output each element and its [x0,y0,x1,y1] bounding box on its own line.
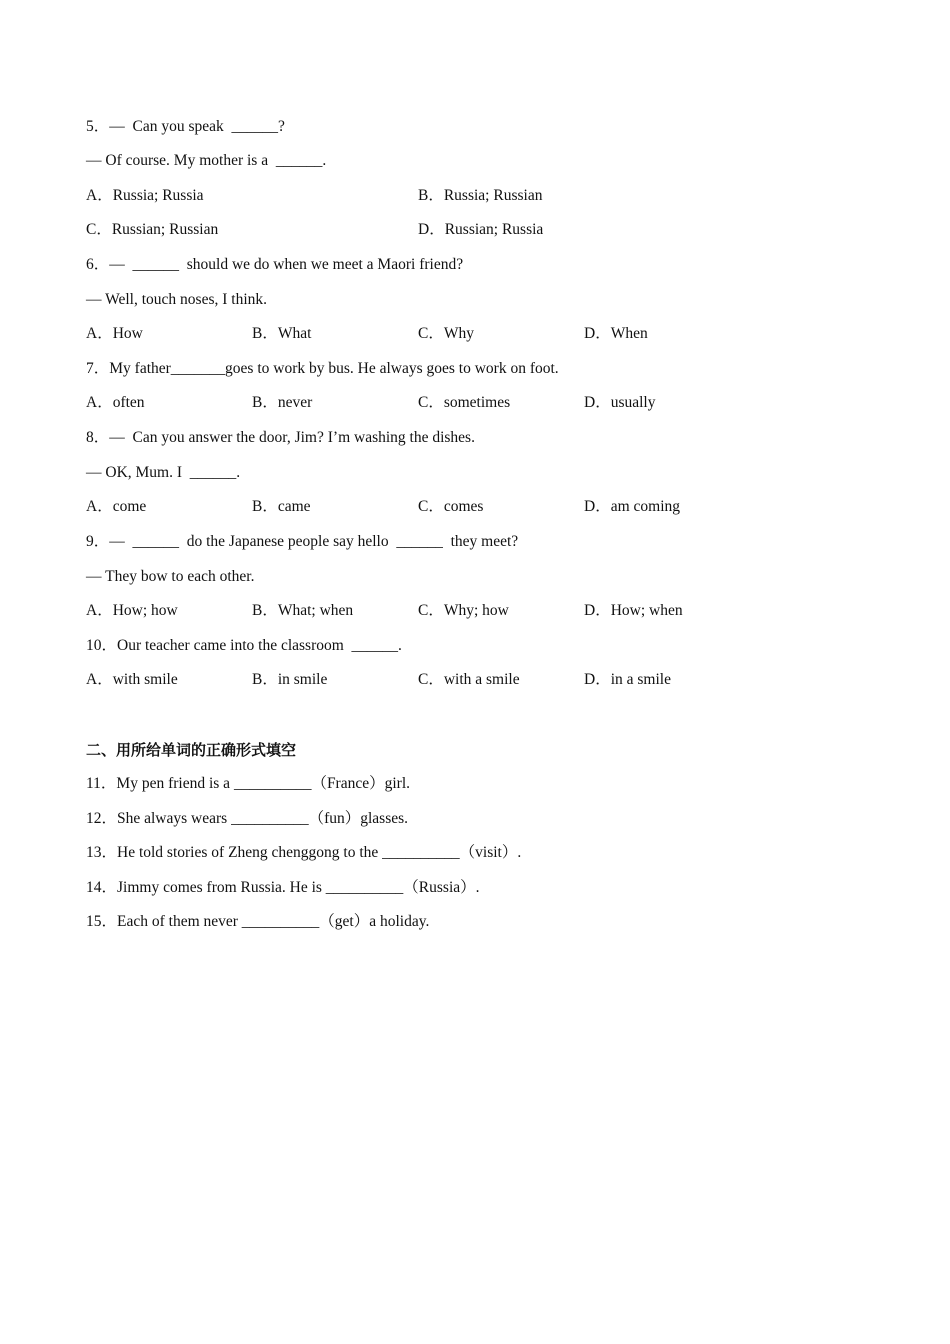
fill-in-item-11: 11．My pen friend is a __________（France）girl. [86,775,411,792]
question-6-stem-line-2: — Well, touch noses, I think. [86,291,268,308]
question-6-option-a: A．How [86,325,143,342]
question-6-option-c: C．Why [418,325,474,342]
question-8-stem-line-1: 8．— Can you answer the door, Jim? I’m washing the dishes. [86,429,475,446]
question-9-option-b: B．What; when [252,602,354,619]
question-7-stem-line-1: 7．My father_______goes to work by bus. He always goes to work on foot. [86,360,559,377]
question-10-option-c: C．with a smile [418,671,520,688]
question-9-option-c: C．Why; how [418,602,509,619]
fill-in-item-15: 15．Each of them never __________（get）a holiday. [86,913,430,930]
question-9-option-d: D．How; when [584,602,683,619]
question-10-option-a: A．with smile [86,671,178,688]
question-6-option-b: B．What [252,325,312,342]
fill-in-item-14: 14．Jimmy comes from Russia. He is __________（Russia）. [86,879,480,896]
question-8-option-a: A．come [86,498,147,515]
section-2-title: 二、用所给单词的正确形式填空 [86,741,297,759]
question-5-option-d: D．Russian; Russia [418,221,544,238]
fill-in-item-13: 13．He told stories of Zheng chenggong to the __________（visit）. [86,844,522,861]
question-5-option-b: B．Russia; Russian [418,187,543,204]
question-8-option-c: C．comes [418,498,484,515]
question-5-stem-line-1: 5．— Can you speak ______? [86,118,285,135]
question-9-stem-line-1: 9．— ______ do the Japanese people say hello ______ they meet? [86,533,519,550]
question-7-option-d: D．usually [584,394,656,411]
question-7-option-b: B．never [252,394,313,411]
question-9-stem-line-2: — They bow to each other. [86,568,255,585]
question-5-option-c: C．Russian; Russian [86,221,219,238]
question-7-option-c: C．sometimes [418,394,511,411]
question-10-option-b: B．in smile [252,671,328,688]
question-5-option-a: A．Russia; Russia [86,187,204,204]
fill-in-item-12: 12．She always wears __________（fun）glasses. [86,810,409,827]
question-10-stem-line-1: 10．Our teacher came into the classroom ______. [86,637,402,654]
question-8-option-b: B．came [252,498,311,515]
question-6-stem-line-1: 6．— ______ should we do when we meet a Maori friend? [86,256,464,273]
question-5-stem-line-2: — Of course. My mother is a ______. [86,152,327,169]
question-6-option-d: D．When [584,325,648,342]
question-8-option-d: D．am coming [584,498,680,515]
question-7-option-a: A．often [86,394,145,411]
question-10-option-d: D．in a smile [584,671,671,688]
question-9-option-a: A．How; how [86,602,178,619]
question-8-stem-line-2: — OK, Mum. I ______. [86,464,241,481]
